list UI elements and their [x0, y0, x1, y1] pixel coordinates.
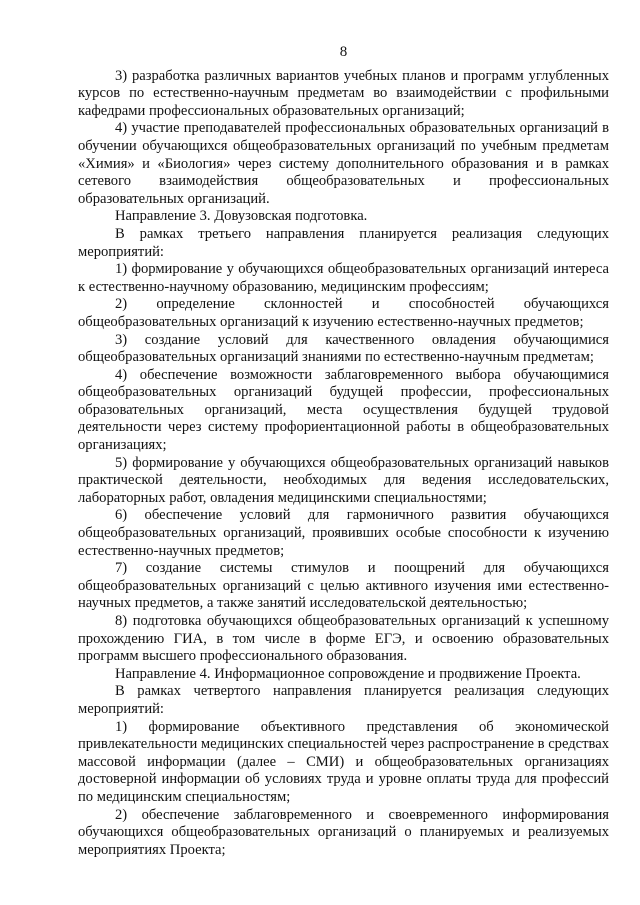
paragraph-item-3-curricula: 3) разработка различных вариантов учебных планов и программ углубленных курсов по естественно-научным предметам во взаимодействии с профильными кафедрами профессиональных образовательных организаций;	[78, 67, 609, 119]
list-item-d4-1: 1) формирование объективного представления об экономической привлекательности медицинских специальностей через распространение в средствах массовой информации (далее – СМИ) и общеобразовательных организациях достоверной информации об условиях труда и уровне оплаты труда для профессий по медицинским специальностям;	[78, 718, 610, 805]
paragraph-item-4-teachers: 4) участие преподавателей профессиональных образовательных организаций в обучении обучающихся общеобразовательных организаций по учебным предметам «Химия» и «Биология» через систему дополнительного образования и в рамках сетевого взаимодействия общеобразовательных и профессиональных образовательных организаций.	[78, 120, 609, 207]
section-heading-direction-3: Направление 3. Довузовская подготовка.	[115, 208, 368, 225]
document-page	[78, 44, 609, 859]
list-item-d4-2: 2) обеспечение заблаговременного и своевременного информирования обучающихся общеобразовательных организаций о планируемых и реализуемых мероприятиях Проекта;	[78, 806, 609, 858]
list-item-d3-8: 8) подготовка обучающихся общеобразовательных организаций к успешному прохождению ГИА, в том числе в форме ЕГЭ, и освоению образовательных программ высшего профессионального образования.	[78, 613, 609, 665]
paragraph-direction-4-intro: В рамках четвертого направления планируется реализация следующих мероприятий:	[78, 683, 609, 717]
paragraph-direction-3-intro: В рамках третьего направления планируется реализация следующих мероприятий:	[78, 225, 609, 260]
section-heading-direction-4: Направление 4. Информационное сопровождение и продвижение Проекта.	[115, 665, 581, 682]
list-item-d3-3: 3) создание условий для качественного овладения обучающимися общеобразовательных организаций знаниями по естественно-научным предметам;	[78, 331, 609, 366]
list-item-d3-1: 1) формирование у обучающихся общеобразовательных организаций интереса к естественно-научному образованию, медицинским профессиям;	[78, 261, 609, 295]
list-item-d3-7: 7) создание системы стимулов и поощрений для обучающихся общеобразовательных организаций с целью активного изучения ими естественно-научных предметов, а также занятий исследовательской деятельностью;	[78, 560, 609, 612]
list-item-d3-2: 2) определение склонностей и способностей обучающихся общеобразовательных организаций к изучению естественно-научных предметов;	[78, 296, 609, 330]
list-item-d3-5: 5) формирование у обучающихся общеобразовательных организаций навыков практической деятельности, необходимых для ведения исследовательских, лабораторных работ, овладения медицинскими специальностями;	[78, 454, 609, 506]
list-item-d3-6: 6) обеспечение условий для гармоничного развития обучающихся общеобразовательных организаций, проявивших особые способности к изучению естественно-научных предметов;	[78, 507, 609, 559]
page-number: 8	[339, 44, 348, 60]
list-item-d3-4: 4) обеспечение возможности заблаговременного выбора обучающимися общеобразовательных организаций будущей профессии, профессиональных образовательных организаций, места осуществления будущей трудовой деятельности через систему профориентационной работы в общеобразовательных организациях;	[78, 366, 609, 454]
